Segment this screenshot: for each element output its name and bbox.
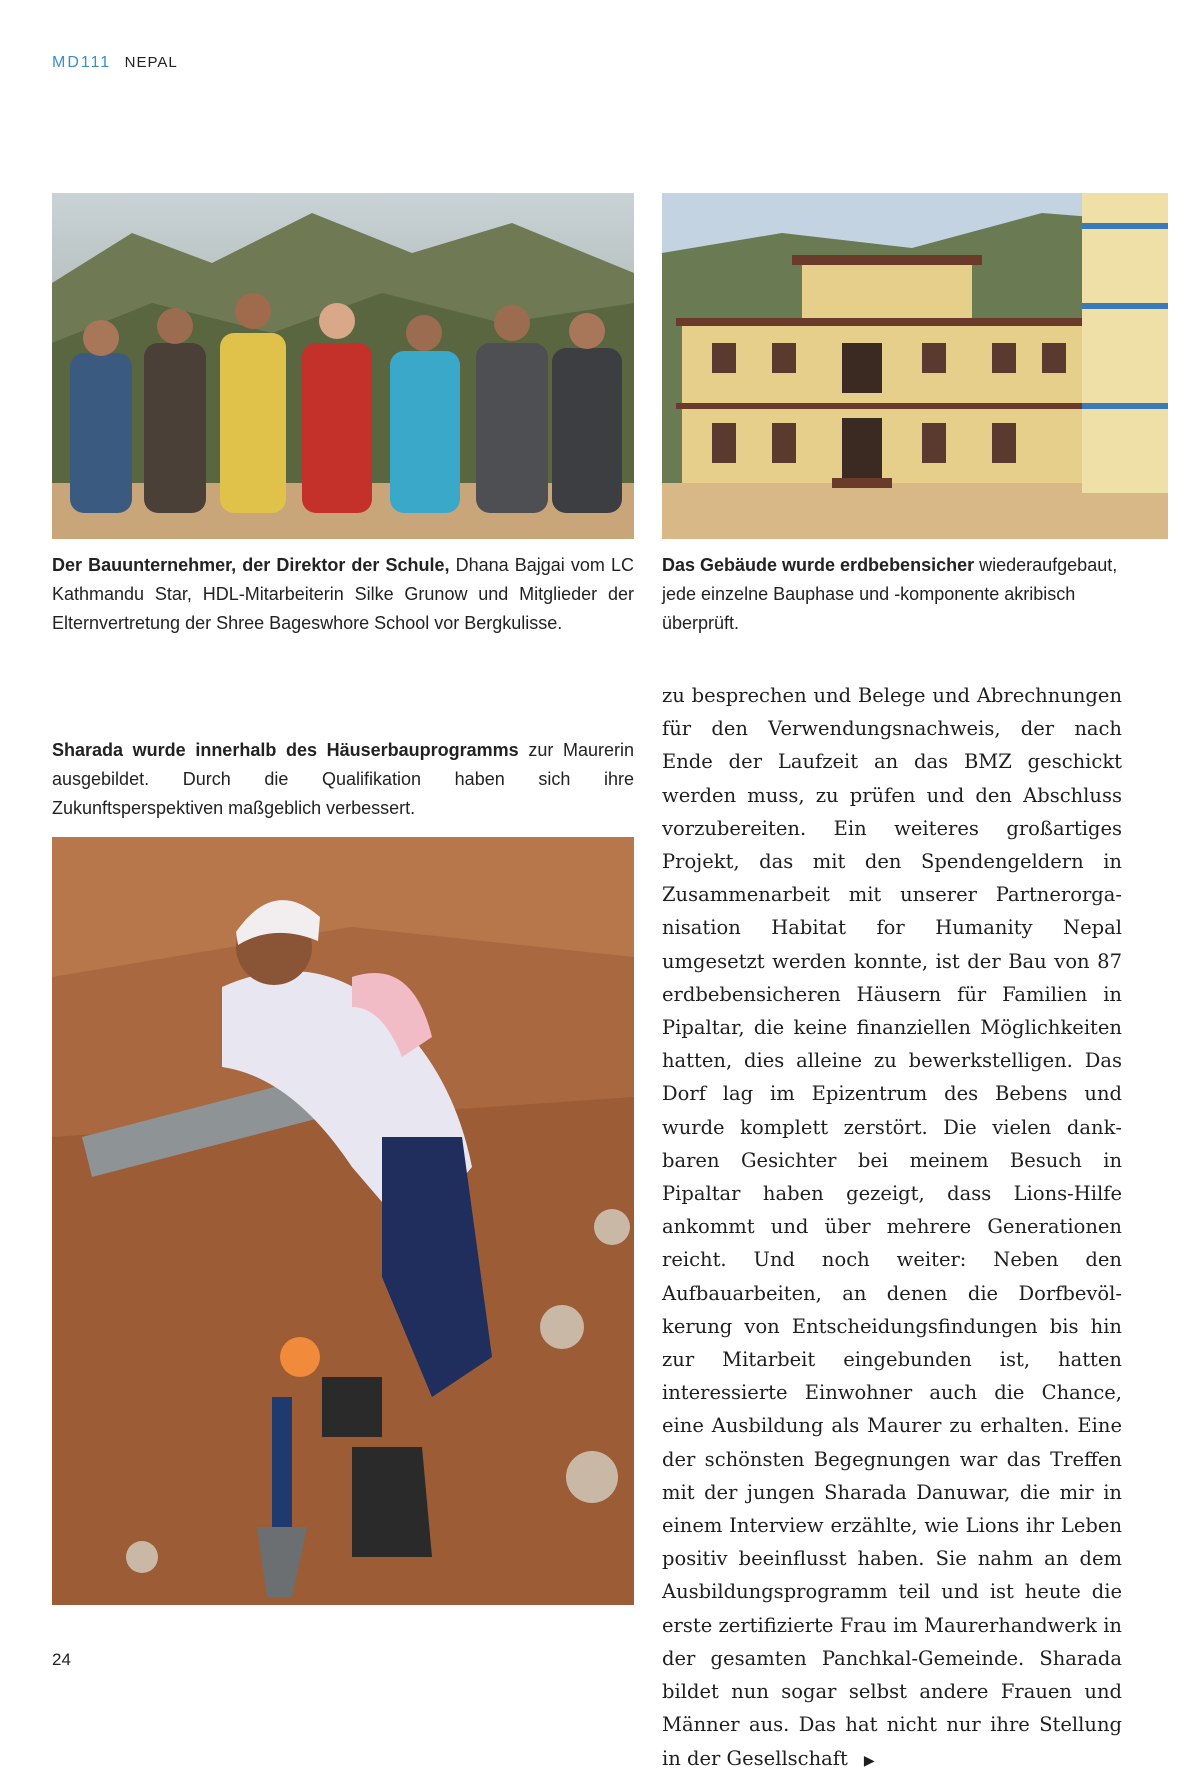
caption-bold: Das Gebäude wurde erdbebensicher (662, 555, 975, 575)
caption-text: zur Maurerin ausgebildet. Durch die Qualifikation haben sich ihre Zukunftsperspektiven maßgeblich verbessert. (52, 740, 634, 818)
article-body (662, 679, 1122, 1778)
caption-text: Dhana Bajgai vom LC Kathmandu Star, HDL-Mitarbeiterin Silke Grunow und Mitglieder der Elternvertretung der Shree Bageswhore School vor Bergkulisse. (52, 555, 634, 633)
article-paragraph: zu besprechen und Belege und Abrechnungen für den Verwendungsnachweis, der nach Ende der Laufzeit an das BMZ geschickt werden muss, zu prüfen und den Abschluss vorzubereiten. Ein weiteres großartiges Projekt, das mit den Spendengeldern in Zusammenarbeit mit unserer Partnerorganisation Habitat for Humanity Nepal umgesetzt werden konnte, ist der Bau von 87 erdbebensicheren Häusern für Familien in Pipaltar, die keine finanziellen Möglichkeiten hatten, dies alleine zu bewerkstelligen. Das Dorf lag im Epizentrum des Bebens und wurde komplett zerstört. Die vielen dankbaren Gesichter bei meinem Besuch in Pipaltar haben gezeigt, dass Lions-Hilfe ankommt und über mehrere Generationen reicht. Und noch weiter: Neben den Aufbauarbeiten, an denen die Dorfbevölkerung von Entscheidungsfindungen bis hin zur Mitarbeit eingebunden ist, hatten interessierte Einwohner auch die Chance, eine Ausbildung als Maurer zu erhalten. Eine der schönsten Begegnungen war das Treffen mit der jungen Sharada Danuwar, die mir in einem Interview erzählte, wie Lions ihr Leben positiv beeinflusst haben. Sie nahm an dem Ausbildungsprogramm teil und ist heute die erste zertifizierte Frau im Maurerhandwerk in der gesamten Panchkal-Gemeinde. Sharada bildet nun sogar selbst andere Frauen und Männer aus. Das hat nicht nur ihre Stellung in der Gesellschaft (662, 684, 1122, 1770)
school-photo-caption (662, 551, 1122, 638)
group-photo (52, 193, 634, 539)
caption-bold: Der Bauunternehmer, der Direktor der Schule, (52, 555, 450, 575)
school-building-photo (662, 193, 1168, 539)
mason-photo-caption (52, 736, 634, 823)
caption-text: wiederaufgebaut, jede einzelne Bauphase und -komponente akribisch überprüft. (662, 555, 1118, 633)
page-header (52, 54, 178, 72)
continue-arrow-icon: ▶ (863, 1752, 875, 1769)
caption-bold: Sharada wurde innerhalb des Häuserbauprogramms (52, 740, 519, 760)
group-photo-caption (52, 551, 634, 638)
issue-code: MD111 (52, 54, 112, 71)
page-number: 24 (52, 1650, 71, 1669)
section-title: NEPAL (124, 54, 178, 71)
mason-woman-photo (52, 837, 634, 1605)
